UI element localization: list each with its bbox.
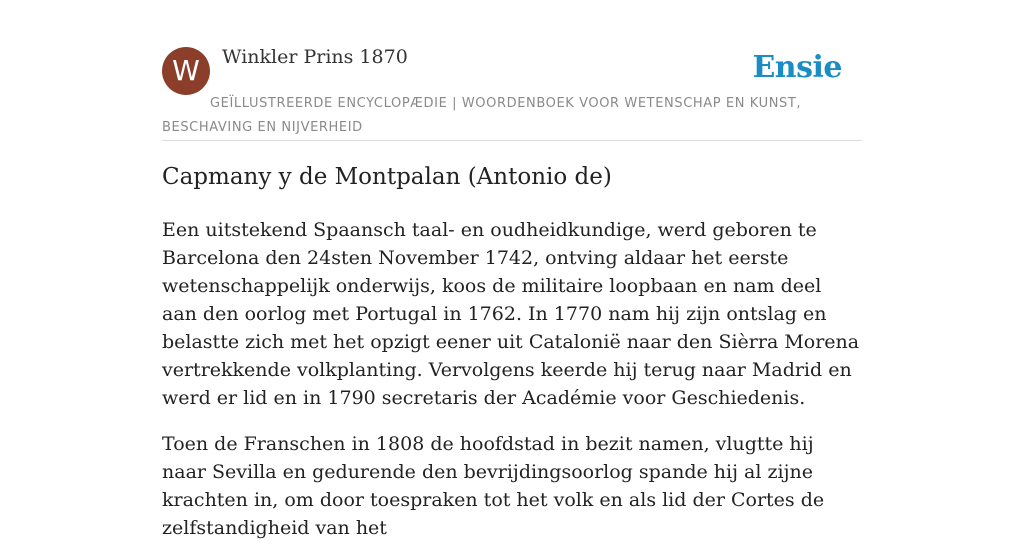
ensie-logo[interactable]: Ensie (752, 50, 842, 85)
entry-content (162, 216, 862, 560)
site-header (162, 44, 862, 141)
entry-paragraph: Toen de Franschen in 1808 de hoofdstad in bezit namen, vlugtte hij naar Sevilla en gedurende den bevrijdingsoorlog spande hij al zijne krachten in, om door toespraken tot het volk en als lid der Cortes de zelfstandigheid van het (162, 433, 825, 539)
source-subtitle: GEÏLLUSTREERDE ENCYCLOPÆDIE | WOORDENBOEK VOOR WETENSCHAP EN KUNST, BESCHAVING EN NIJVERHEID (162, 96, 802, 135)
source-avatar[interactable]: W (162, 47, 210, 95)
source-title-link[interactable]: Winkler Prins 1870 (222, 46, 408, 68)
entry-paragraph: Een uitstekend Spaansch taal- en oudheidkundige, werd geboren te Barcelona den 24sten November 1742, ontving aldaar het eerste wetenschappelijk onderwijs, koos de militaire loopbaan en nam deel aan den oorlog met Portugal in 1762. In 1770 nam hij zijn ontslag en belastte zich met het opzigt eener uit Catalonië naar den Sièrra Morena vertrekkende volkplanting. Vervolgens keerde hij terug naar Madrid en werd er lid en in 1790 secretaris der Académie voor Geschiedenis. (162, 219, 860, 409)
entry-title: Capmany y de Montpalan (Antonio de) (162, 164, 612, 190)
